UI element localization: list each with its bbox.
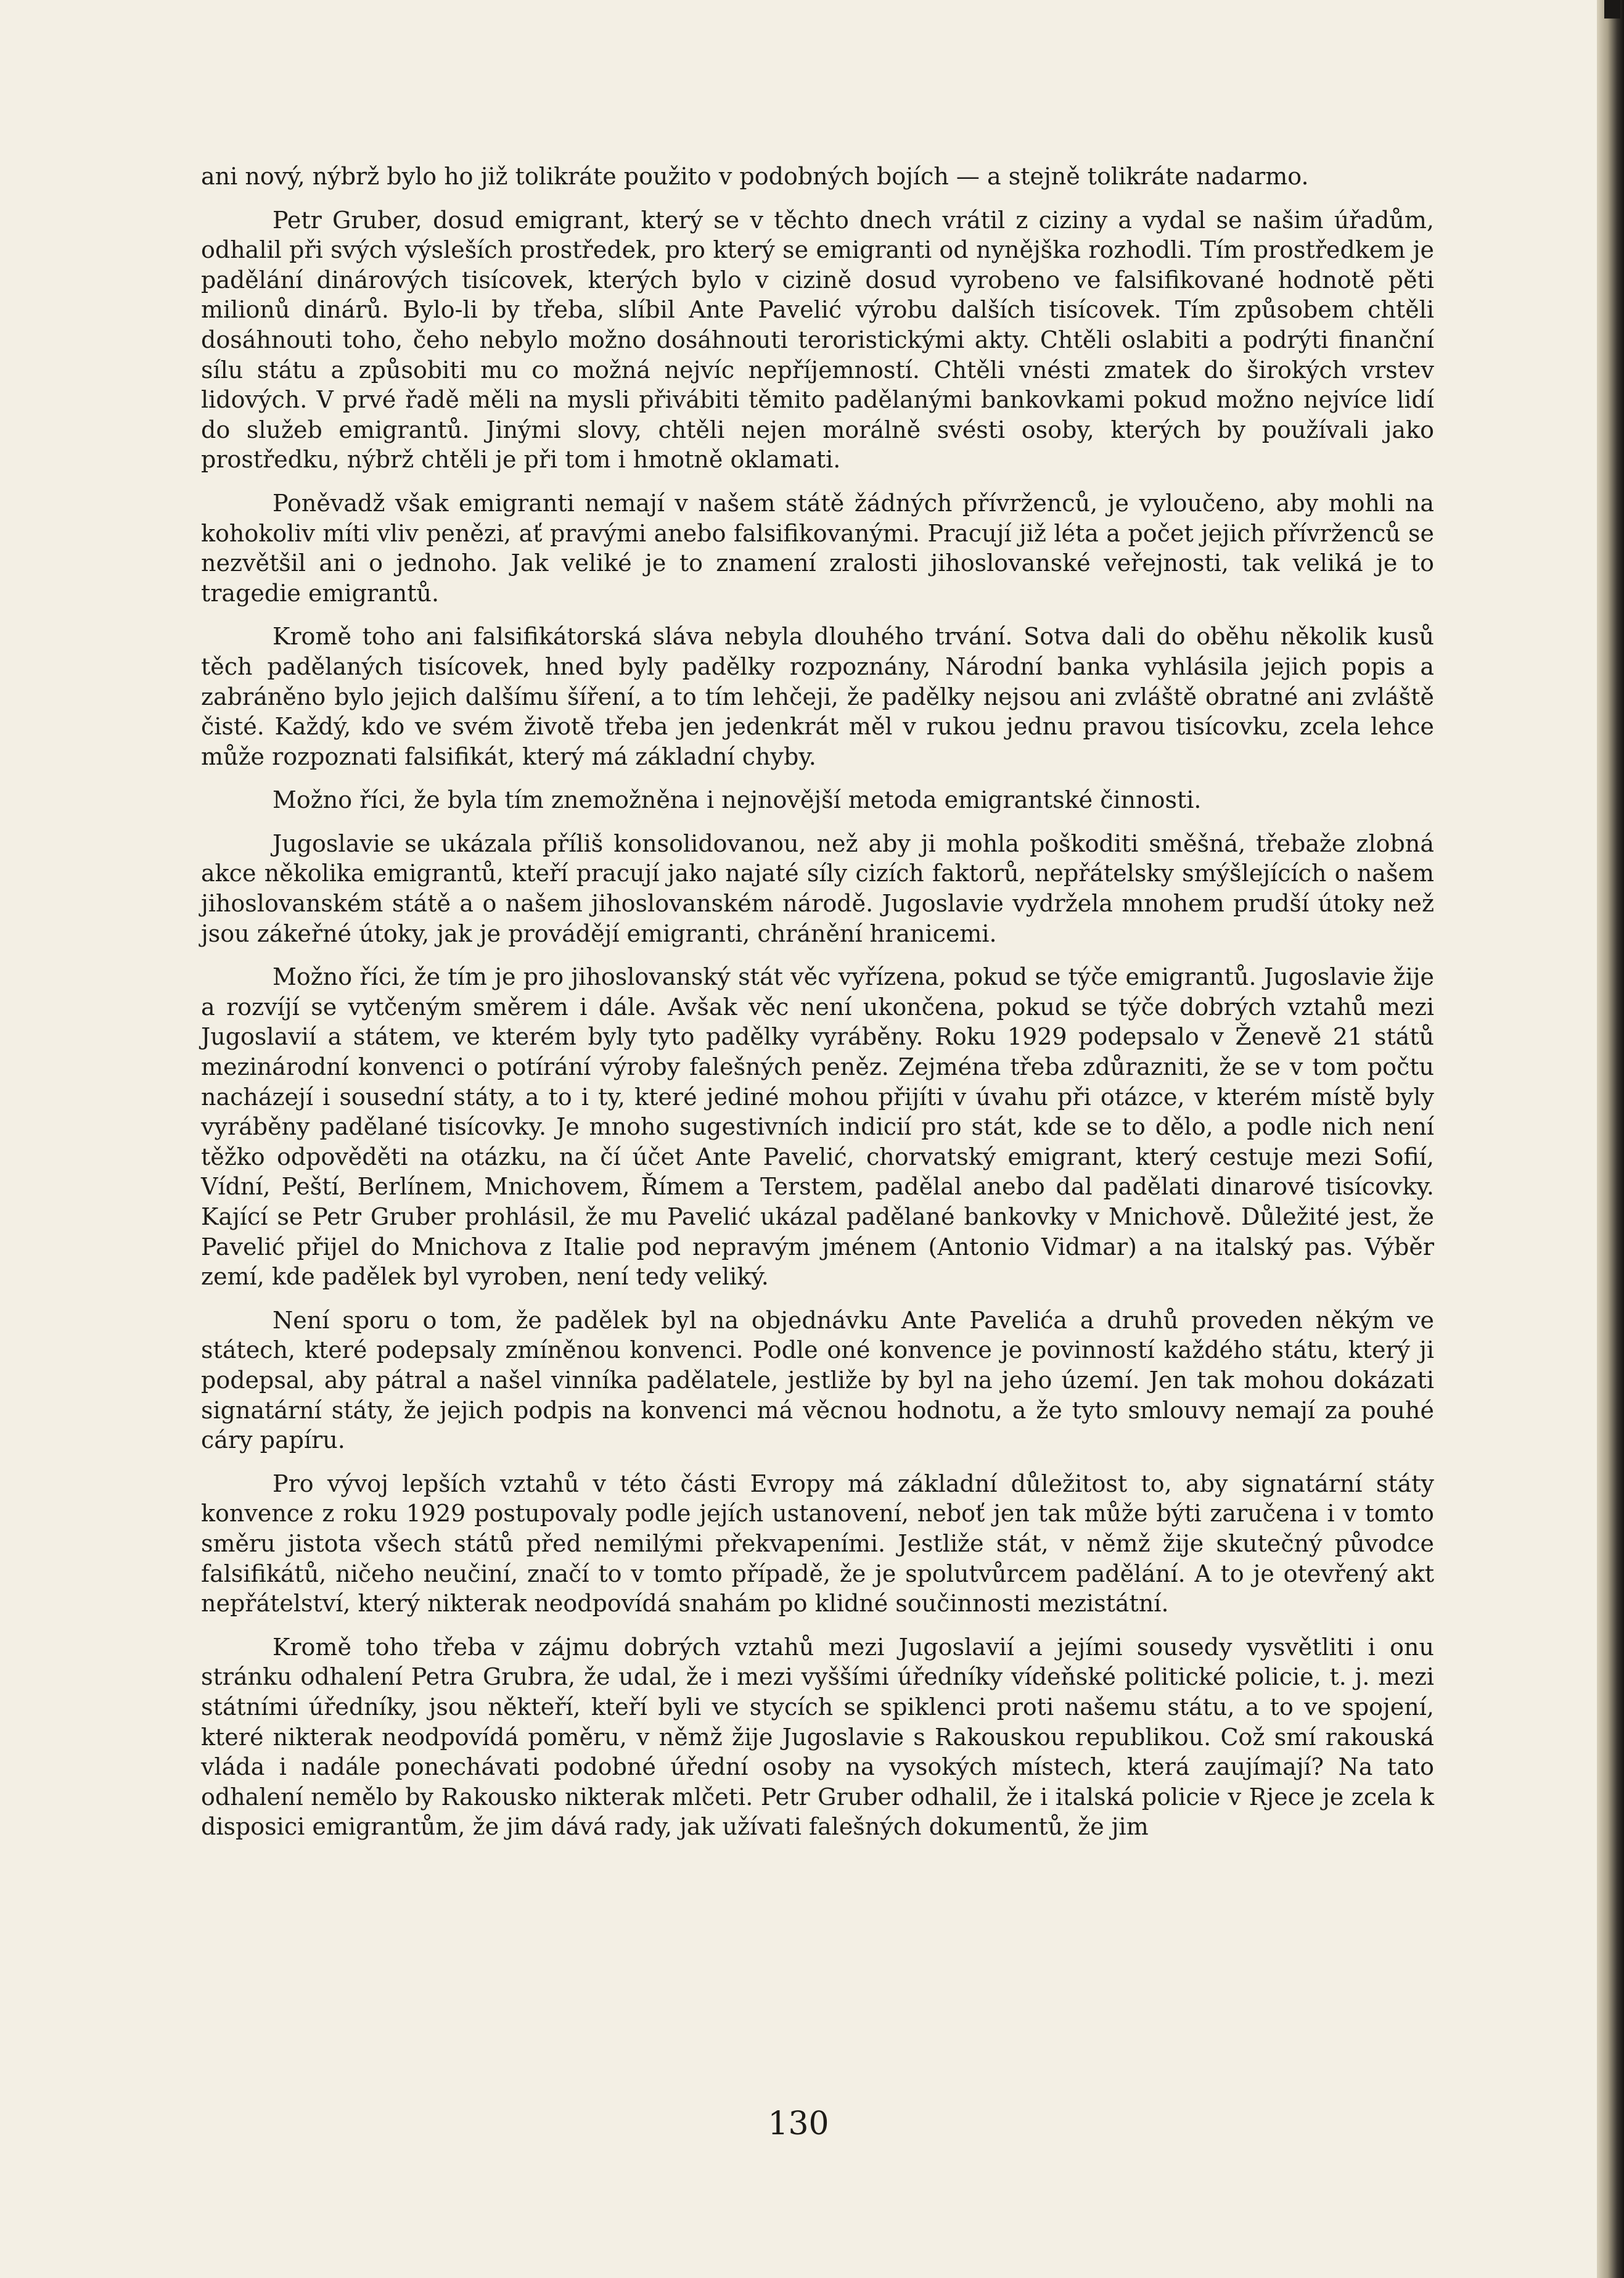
paragraph: Poněvadž však emigranti nemají v našem státě žádných přívrženců, je vyloučeno, aby mohli na kohokoliv míti vliv penězi, ať pravými anebo falsifikovanými. Pracují již léta a počet jejich přívrženců se nezvětšil ani o jednoho. Jak veliké je to znamení zralosti jihoslovanské veřejnosti, tak veliká je to tragedie emigrantů. xyxy=(201,489,1434,607)
paragraph: Pro vývoj lepších vztahů v této části Evropy má základní důležitost to, aby signatární státy konvence z roku 1929 postupovaly podle jejích ustanovení, neboť jen tak může býti zaručena i v tomto směru jistota všech států před nemilými překvapeními. Jestliže stát, v němž žije skutečný původce falsifikátů, ničeho neučiní, značí to v tomto případě, že je spolutvůrcem padělání. A to je otevřený akt nepřátelství, který nikterak neodpovídá snahám po klidné součinnosti mezistátní. xyxy=(201,1470,1434,1618)
paragraph: Kromě toho třeba v zájmu dobrých vztahů mezi Jugoslavií a jejími sousedy vysvětliti i onu stránku odhalení Petra Grubra, že udal, že i mezi vyššími úředníky vídeňské politické policie, t. j. mezi státními úředníky, jsou někteří, kteří byli ve stycích se spiklenci proti našemu státu, a to ve spojení, které nikterak neodpovídá poměru, v němž žije Jugoslavie s Rakouskou republikou. Což smí rakouská vláda i nadále ponechávati podobné úřední osoby na vysokých místech, která zaujímají? Na tato odhalení nemělo by Rakousko nikterak mlčeti. Petr Gruber odhalil, že i italská policie v Rjece je zcela k disposici emigrantům, že jim dává rady, jak užívati falešných dokumentů, že jim xyxy=(201,1633,1434,1841)
paragraph: Jugoslavie se ukázala příliš konsolidovanou, než aby ji mohla poškoditi směšná, třebaže zlobná akce několika emigrantů, kteří pracují jako najaté síly cizích faktorů, nepřátelsky smýšlejících o našem jihoslovanském státě a o našem jihoslovanském národě. Jugoslavie vydržela mnohem prudší útoky než jsou zákeřné útoky, jak je provádějí emigranti, chránění hranicemi. xyxy=(201,829,1434,947)
paragraph: Kromě toho ani falsifikátorská sláva nebyla dlouhého trvání. Sotva dali do oběhu několik kusů těch padělaných tisícovek, hned byly padělky rozpoznány, Národní banka vyhlásila jejich popis a zabráněno bylo jejich dalšímu šíření, a to tím lehčeji, že padělky nejsou ani zvláště obratné ani zvláště čisté. Každý, kdo ve svém životě třeba jen jedenkrát měl v rukou jednu pravou tisícovku, zcela lehce může rozpoznati falsifikát, který má základní chyby. xyxy=(201,623,1434,770)
binding-mark xyxy=(1604,0,1620,19)
paragraph: ani nový, nýbrž bylo ho již tolikráte použito v podobných bojích — a stejně tolikráte nadarmo. xyxy=(201,163,1309,190)
paragraph: Možno říci, že tím je pro jihoslovanský stát věc vyřízena, pokud se týče emigrantů. Jugoslavie žije a rozvíjí se vytčeným směrem i dále. Avšak věc není ukončena, pokud se týče dobrých vztahů mezi Jugoslavií a státem, ve kterém byly tyto padělky vyráběny. Roku 1929 podepsalo v Ženevě 21 států mezinárodní konvenci o potírání výroby falešných peněz. Zejména třeba zdůrazniti, že se v tom počtu nacházejí i sousední státy, a to i ty, které jediné mohou přijíti v úvahu při otázce, v kterém místě byly vyráběny padělané tisícovky. Je mnoho sugestivních indicií pro stát, kde se to dělo, a podle nich není těžko odpověděti na otázku, na čí účet Ante Pavelić, chorvatský emigrant, který cestuje mezi Sofií, Vídní, Peští, Berlínem, Mnichovem, Římem a Terstem, padělal anebo dal padělati dinarové tisícovky. Kající se Petr Gruber prohlásil, že mu Pavelić ukázal padělané bankovky v Mnichově. Důležité jest, že Pavelić přijel do Mnichova z Italie pod nepravým jménem (Antonio Vidmar) a na italský pas. Výběr zemí, kde padělek byl vyroben, není tedy veliký. xyxy=(201,963,1434,1291)
paragraph: Petr Gruber, dosud emigrant, který se v těchto dnech vrátil z ciziny a vydal se našim úřadům, odhalil při svých výsleších prostředek, pro který se emigranti od nynějška rozhodli. Tím prostředkem je padělání dinárových tisícovek, kterých bylo v cizině dosud vyrobeno ve falsifikované hodnotě pěti milionů dinárů. Bylo-li by třeba, slíbil Ante Pavelić výrobu dalších tisícovek. Tím způsobem chtěli dosáhnouti toho, čeho nebylo možno dosáhnouti teroristickými akty. Chtěli oslabiti a podrýti finanční sílu státu a způsobiti mu co možná nejvíc nepříjemností. Chtěli vnésti zmatek do širokých vrstev lidových. V prvé řadě měli na mysli přivábiti těmito padělanými bankovkami pokud možno nejvíce lidí do služeb emigrantů. Jinými slovy, chtěli nejen morálně svésti osoby, kterých by používali jako prostředku, nýbrž chtěli je při tom i hmotně oklamati. xyxy=(201,206,1434,474)
binding-edge xyxy=(1597,0,1624,2278)
paragraph: Možno říci, že byla tím znemožněna i nejnovější metoda emigrantské činnosti. xyxy=(273,786,1202,814)
paragraph: Není sporu o tom, že padělek byl na objednávku Ante Pavelića a druhů proveden někým ve státech, které podepsaly zmíněnou konvenci. Podle oné konvence je povinností každého státu, který ji podepsal, aby pátral a našel vinníka padělatele, jestliže by byl na jeho území. Jen tak mohou dokázati signatární státy, že jejich podpis na konvenci má věcnou hodnotu, a že tyto smlouvy nemají za pouhé cáry papíru. xyxy=(201,1306,1434,1454)
page-number: 130 xyxy=(768,2105,829,2142)
body-text xyxy=(201,162,1434,1856)
